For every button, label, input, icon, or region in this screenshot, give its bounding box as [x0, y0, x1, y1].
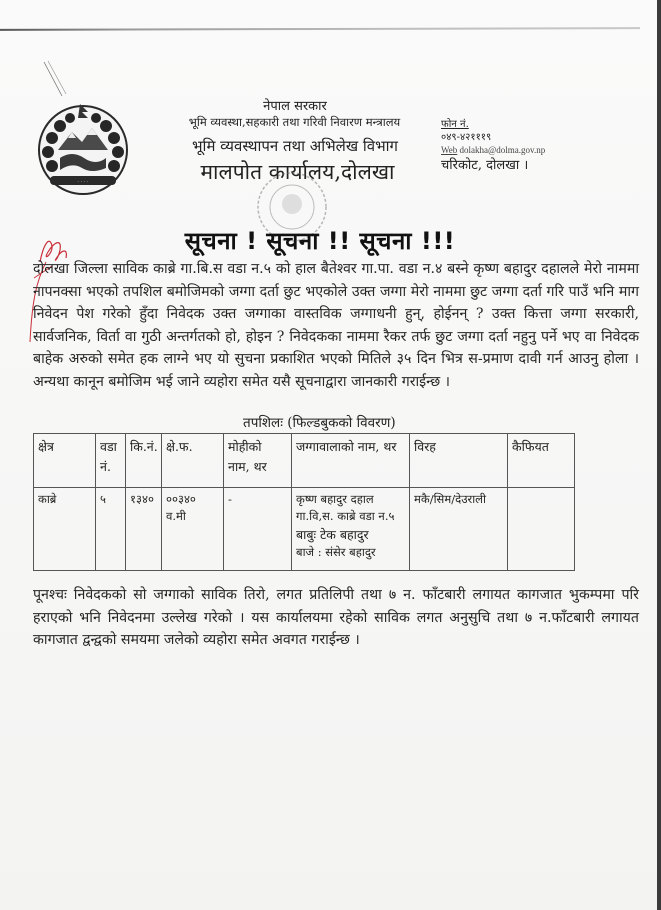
header-area: क्षेत्र — [34, 434, 96, 488]
header-ministry: भूमि व्यवस्था,सहकारी तथा गरिवी निवारण मन्त्रालय — [188, 115, 401, 129]
web-address: dolakha@dolma.gov.np — [459, 145, 546, 155]
notice-body: दोलखा जिल्ला साविक काब्रे गा.बि.स वडा न.५ को हाल बैतेश्वर गा.पा. वडा न.४ बस्ने कृष्ण बहादुर दहालले मेरो नाममा नापनक्सा भएको तपशिल बमोजिमको जग्गा दर्ता छुट भएकोले उक्त जग्गा मेरो नाममा छुट जग्गा दर्ता गरि पाउँ भनि माग निवेदन पेश गरेको हुँदा निवेदक उक्त जग्गाका वास्तविक जग्गाधनी हुन्, होईनन् ? उक्त कित्ता जग्गा सरकारी, सार्वजनिक, विर्ता वा गुठी अन्तर्गतको हो, होइन ? निवेदकका नाममा रैकर तर्फ छुट जग्गा दर्ता नहुनु पर्ने भए वा निवेदक बाहेक अरुको समेत हक लाग्ने भए यो सुचना प्रकाशित भएको मितिले ३५ दिन भित्र स-प्रमाण दावी गर्न आउनु होला । अन्यथा कानून बमोजिम भई जाने व्यहोरा समेत यसै सूचनाद्वारा जानकारी गराईन्छ । — [33, 261, 639, 390]
cell-location: मकै/सिम/देउराली — [410, 488, 508, 571]
cell-tenant: - — [224, 488, 292, 571]
header-department: भूमि व्यवस्थापन तथा अभिलेख विभाग — [192, 137, 398, 155]
header-government: नेपाल सरकार — [263, 99, 327, 114]
web-line — [441, 144, 545, 157]
cell-owner — [292, 488, 410, 571]
owner-address: गा.वि,स. काब्रे वडा न.५ — [296, 509, 395, 523]
header-owner: जग्गावालाको नाम, थर — [292, 434, 410, 488]
nepal-emblem-icon — [32, 98, 134, 198]
header-size: क्षे.फ. — [162, 434, 224, 488]
cell-plot-no: १३४० — [126, 488, 162, 571]
table-row — [34, 488, 575, 571]
phone-label: फोन नं. — [441, 119, 469, 130]
owner-father: बाबुः टेक बहादुर — [296, 527, 369, 542]
header-office: मालपोत कार्यालय,दोलखा — [200, 160, 395, 184]
scan-edge — [657, 0, 661, 910]
owner-grandfather: बाजे : संसेर बहादुर — [296, 545, 376, 559]
cell-size: ००३४० व.मी — [162, 488, 224, 571]
phone-number: ०४९-४२१११९ — [441, 132, 492, 143]
field-book-table — [33, 433, 575, 571]
web-label: Web — [441, 145, 458, 155]
contact-block — [441, 118, 545, 172]
cell-remarks — [508, 488, 575, 571]
pen-mark — [40, 60, 70, 100]
table-caption: तपशिलः (फिल्डबुकको विवरण) — [243, 415, 396, 431]
cell-ward: ५ — [96, 488, 126, 571]
owner-name: कृष्ण बहादुर दहाल — [296, 492, 374, 506]
notice-title: सूचना ! सूचना !! सूचना !!! — [184, 227, 456, 255]
postscript: पूनश्चः निवेदकको सो जग्गाको साविक तिरो, लगत प्रतिलिपी तथा ७ न. फाँटबारी लगायत कागजात भुकम्पमा परि हराएको भनि निवेदनमा उल्लेख गरेको । यस कार्यालयमा रहेको साविक लगत अनुसुचि तथा ७ न.फाँटबारी लगायत कागजात द्वन्द्वको समयमा जलेको व्यहोरा समेत अवगत गराईन्छ । — [33, 587, 639, 648]
header-location: विरह — [410, 434, 508, 488]
header-remarks: कैफियत — [508, 434, 575, 488]
header-tenant: मोहीको नाम, थर — [224, 434, 292, 488]
table-header-row — [34, 434, 575, 488]
office-address: चरिकोट, दोलखा । — [441, 158, 529, 173]
header-ward: वडा नं. — [96, 434, 126, 488]
cell-area: काब्रे — [34, 488, 96, 571]
header-plot-no: कि.नं. — [126, 434, 162, 488]
svg-text:· · · ·: · · · · — [77, 179, 89, 185]
